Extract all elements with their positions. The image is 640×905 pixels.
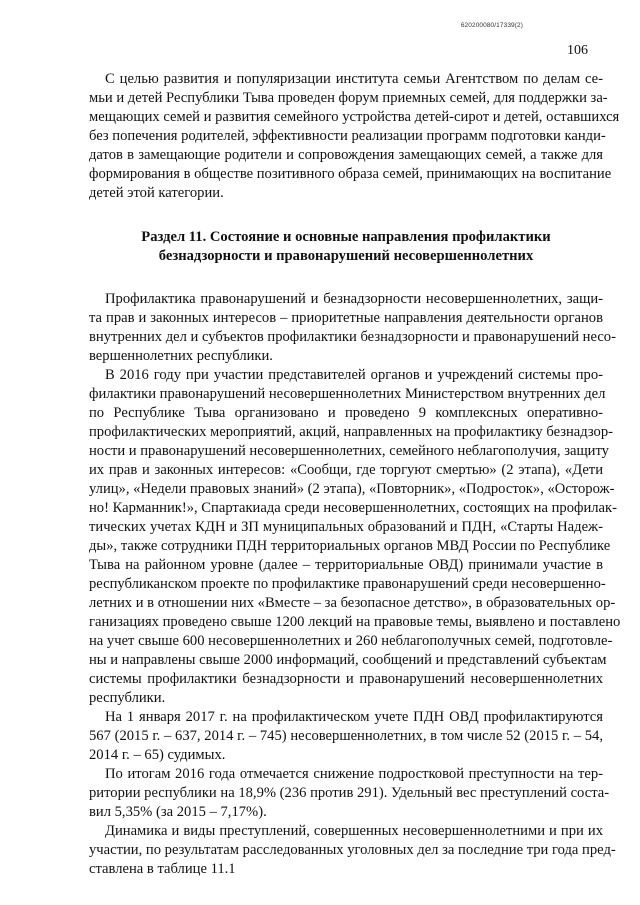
text-line: По итогам 2016 года отмечается снижение подростковой преступности на тер- (105, 766, 603, 782)
document-body (89, 70, 621, 879)
text-line: на учет свыше 600 несовершеннолетних и 260 неблагополучных семей, подготовле- (89, 633, 613, 649)
paragraph-2016-events (89, 366, 621, 708)
text-line: вил 5,35% (за 2015 – 7,17%). (89, 804, 267, 820)
text-line: системы профилактики безнадзорности и правонарушений несовершеннолетних (89, 671, 603, 687)
paragraph-registration-stats (89, 708, 603, 765)
paragraph-table-reference (89, 822, 616, 879)
text-line: вершеннолетних республики. (89, 348, 273, 364)
text-line: профилактических мероприятий, акций, направленных на профилактику безнадзор- (89, 424, 614, 440)
paragraph-crime-decrease (89, 765, 610, 822)
text-line: Тыва на районном уровне (далее – территориальные ОВД) принимали участие в (89, 557, 603, 573)
text-line: внутренних дел и субъектов профилактики безнадзорности и правонарушений несо- (89, 329, 616, 345)
text-line: улиц», «Недели правовых знаний» (2 этапа), «Повторник», «Подросток», «Осторож- (89, 481, 615, 497)
section-heading (89, 228, 603, 266)
text-line: их прав и законных интересов: «Сообщи, где торгуют смертью» (2 этапа), «Дети (89, 462, 603, 478)
paragraph-family-forum (89, 70, 620, 203)
text-line: датов в замещающие родители и сопровождения замещающих семей, а также для (89, 147, 603, 163)
text-line: филактики правонарушений несовершеннолетних Министерством внутренних дел (89, 386, 606, 402)
text-line: С целью развития и популяризации института семьи Агентством по делам се- (105, 71, 603, 87)
text-line: Профилактика правонарушений и безнадзорности несовершеннолетних, защи- (105, 291, 603, 307)
text-line: республиканском проекте по профилактике правонарушений среди несовершенно- (89, 576, 606, 592)
text-line: ности и правонарушений несовершеннолетних, семейного неблагополучия, защиту (89, 443, 609, 459)
text-line: участии, по результатам расследованных уголовных дел за последние три года пред- (89, 842, 616, 858)
text-line: тических учетах КДН и ЗП муниципальных образований и ПДН, «Старты Надеж- (89, 519, 603, 535)
text-line: На 1 января 2017 г. на профилактическом учете ПДН ОВД профилактируются (105, 709, 603, 725)
document-id: 620200080/17339(2) (460, 22, 523, 29)
text-line: формирования в обществе позитивного образа семей, принимающих на воспитание (89, 166, 612, 182)
page-number: 106 (567, 43, 588, 58)
text-line: без попечения родителей, эффективности реализации программ подготовки канди- (89, 128, 606, 144)
text-line: Динамика и виды преступлений, совершенных несовершеннолетними и при их (105, 823, 603, 839)
text-line: мещающих семей и развития семейного устройства детей-сирот и детей, оставшихся (89, 109, 620, 125)
text-line: республики. (89, 690, 166, 706)
text-line: мьи и детей Республики Тыва проведен форум приемных семей, для поддержки за- (89, 90, 608, 106)
text-line: ны и направлены свыше 2000 информаций, сообщений и представлений субъектам (89, 652, 607, 668)
text-line: 567 (2015 г. – 637, 2014 г. – 745) несовершеннолетних, в том числе 52 (2015 г. – 54, (89, 728, 603, 744)
text-line: ды», также сотрудники ПДН территориальных органов МВД России по Республике (89, 538, 611, 554)
section-heading-line: Раздел 11. Состояние и основные направления профилактики (141, 229, 551, 245)
text-line: детей этой категории. (89, 185, 224, 201)
text-line: ставлена в таблице 11.1 (89, 861, 236, 877)
text-line: ганизациях проведено свыше 1200 лекций на правовые темы, выявлено и поставлено (89, 614, 621, 630)
text-line: 2014 г. – 65) судимых. (89, 747, 226, 763)
section-heading-line: безнадзорности и правонарушений несовершеннолетних (158, 248, 534, 264)
text-line: летних и в отношении них «Вместе – за безопасное детство», в образовательных ор- (89, 595, 616, 611)
paragraph-prevention-intro (89, 290, 616, 366)
text-line: но! Карманник!», Спартакиада среди несовершеннолетних, состоящих на профилак- (89, 500, 617, 516)
text-line: ритории республики на 18,9% (236 против 291). Удельный вес преступлений соста- (89, 785, 610, 801)
text-line: В 2016 году при участии представителей органов и учреждений системы про- (105, 367, 603, 383)
text-line: по Республике Тыва организовано и проведено 9 комплексных оперативно- (89, 405, 603, 421)
text-line: та прав и законных интересов – приоритетные направления деятельности органов (89, 310, 603, 326)
